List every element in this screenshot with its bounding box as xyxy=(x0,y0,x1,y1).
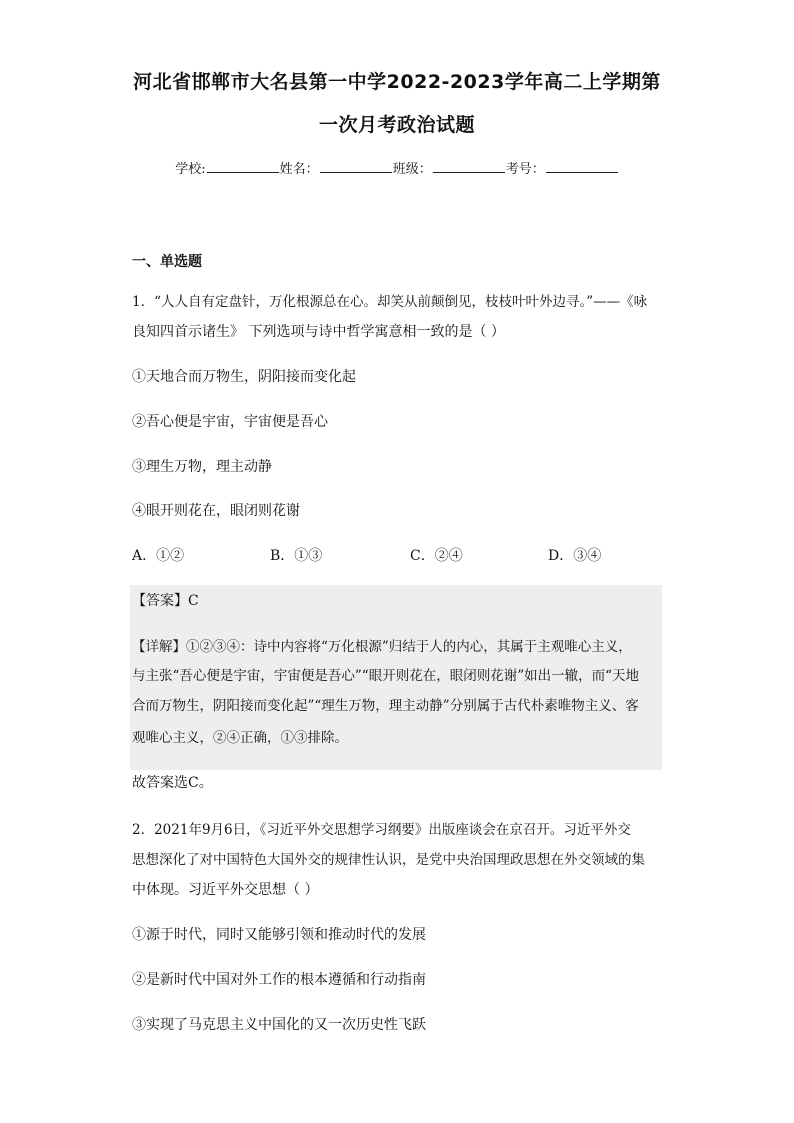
q1-conclusion: 故答案选C。 xyxy=(132,775,213,791)
school-label: 学校: xyxy=(175,162,206,177)
q2-stem-line-2: 思想深化了对中国特色大国外交的规律性认识，是党中央治国理政思想在外交领域的集 xyxy=(132,852,645,868)
q1-option-a: A．①② xyxy=(132,548,185,564)
exam-title-line-2: 一次月考政治试题 xyxy=(318,114,475,136)
q1-item-4: ④眼开则花在，眼闭则花谢 xyxy=(132,503,300,519)
q1-answer: 【答案】C xyxy=(132,593,199,609)
q1-detail-line-3: 合而万物生，阴阳接而变化起”“理生万物，理主动静”分别属于古代朴素唯物主义、客 xyxy=(132,698,639,714)
school-blank xyxy=(207,158,279,173)
q2-item-3: ③实现了马克思主义中国化的又一次历史性飞跃 xyxy=(132,1017,426,1033)
q2-item-2: ②是新时代中国对外工作的根本遵循和行动指南 xyxy=(132,972,426,988)
q1-option-c: C．②④ xyxy=(410,548,463,564)
q1-stem-line-2: 良知四首示诸生》 下列选项与诗中哲学寓意相一致的是（ ） xyxy=(132,324,505,340)
class-blank xyxy=(433,158,505,173)
q2-item-1: ①源于时代，同时又能够引领和推动时代的发展 xyxy=(132,927,426,943)
exam-number-blank xyxy=(546,158,618,173)
q1-detail-line-2: 与主张“吾心便是宇宙，宇宙便是吾心”“眼开则花在，眼闭则花谢”如出一辙，而“天地 xyxy=(132,668,640,684)
name-blank xyxy=(320,158,392,173)
q1-detail-line-1: 【详解】①②③④：诗中内容将“万化根源”归结于人的内心，其属于主观唯心主义， xyxy=(132,639,632,655)
q1-option-d: D．③④ xyxy=(548,548,602,564)
section-heading: 一、单选题 xyxy=(132,254,202,270)
q1-detail-line-4: 观唯心主义，②④正确，①③排除。 xyxy=(132,730,348,746)
class-label: 班级： xyxy=(392,162,432,177)
name-label: 姓名： xyxy=(279,162,319,177)
student-info-row xyxy=(0,158,794,180)
exam-title-line-1: 河北省邯郸市大名县第一中学2022-2023学年高二上学期第 xyxy=(133,71,661,93)
exam-number-label: 考号： xyxy=(505,162,545,177)
q1-item-1: ①天地合而万物生，阴阳接而变化起 xyxy=(132,369,356,385)
q1-item-3: ③理生万物，理主动静 xyxy=(132,459,272,475)
q2-stem-line-3: 中体现。习近平外交思想（ ） xyxy=(132,882,319,898)
q1-stem-line-1: 1．“人人自有定盘针，万化根源总在心。却笑从前颠倒见，枝枝叶叶外边寻。”——《咏 xyxy=(132,294,648,310)
q1-option-b: B．①③ xyxy=(270,548,323,564)
q2-stem-line-1: 2．2021年9月6日，《习近平外交思想学习纲要》出版座谈会在京召开。习近平外交 xyxy=(132,822,631,838)
q1-item-2: ②吾心便是宇宙，宇宙便是吾心 xyxy=(132,414,328,430)
